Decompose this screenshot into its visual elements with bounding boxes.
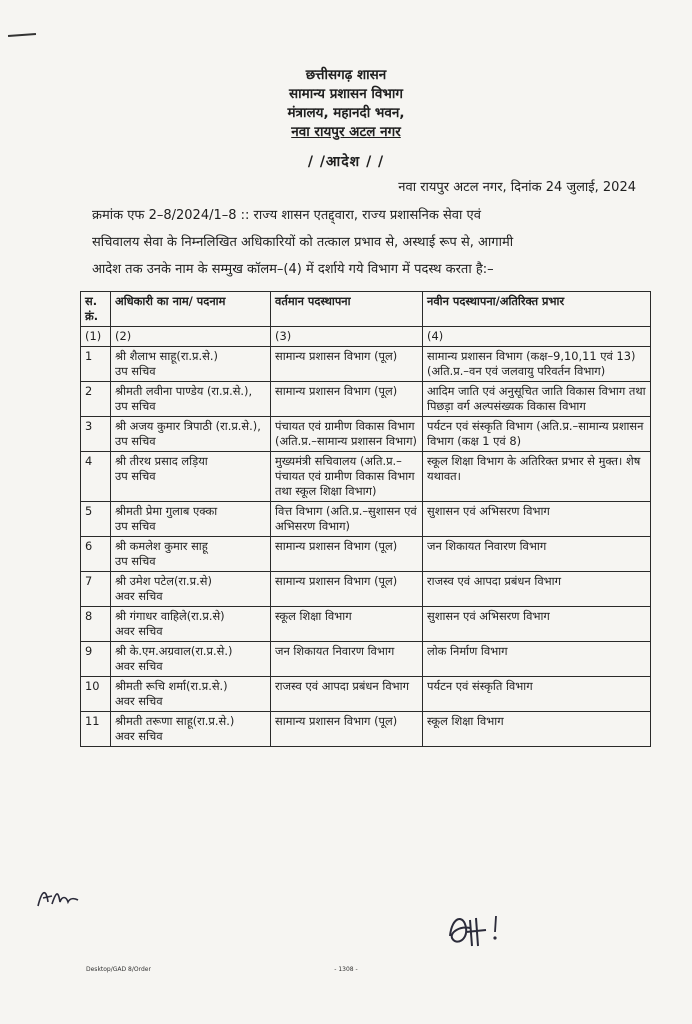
department-name: सामान्य प्रशासन विभाग	[289, 86, 403, 102]
serial-number: 5	[85, 504, 93, 518]
cell-officer	[111, 417, 271, 452]
cell-sno	[81, 452, 111, 502]
officer-name: श्री कमलेश कुमार साहू	[115, 539, 208, 553]
cell-sno	[81, 347, 111, 382]
header-officer: अधिकारी का नाम/ पदनाम	[111, 292, 271, 327]
officer-designation: अवर सचिव	[115, 694, 163, 708]
cell-current-posting	[271, 382, 423, 417]
current-posting: सामान्य प्रशासन विभाग (पूल)	[275, 574, 398, 588]
cell-current-posting	[271, 452, 423, 502]
new-posting: पर्यटन एवं संस्कृति विभाग	[427, 679, 533, 693]
cell-current-posting	[271, 572, 423, 607]
cell-current-posting	[271, 712, 423, 747]
cell-officer	[111, 677, 271, 712]
new-posting: सुशासन एवं अभिसरण विभाग	[427, 504, 550, 518]
officer-designation: उप सचिव	[115, 364, 156, 378]
cell-current-posting	[271, 642, 423, 677]
cell-new-posting	[423, 537, 651, 572]
cell-new-posting	[423, 347, 651, 382]
cell-sno	[81, 712, 111, 747]
para-line-1: क्रमांक एफ 2–8/2024/1–8 :: राज्य शासन एतद्द्वारा, राज्य प्रशासनिक सेवा एवं	[92, 208, 481, 223]
officer-designation: अवर सचिव	[115, 729, 163, 743]
postings-table	[80, 291, 651, 747]
current-posting: सामान्य प्रशासन विभाग (पूल)	[275, 539, 398, 553]
serial-number: 3	[85, 419, 93, 433]
officer-designation: उप सचिव	[115, 469, 156, 483]
cell-current-posting	[271, 502, 423, 537]
cell-current-posting	[271, 417, 423, 452]
new-posting: स्कूल शिक्षा विभाग	[427, 714, 504, 728]
officer-name: श्री अजय कुमार त्रिपाठी (रा.प्र.से.),	[115, 419, 261, 433]
cell-sno	[81, 417, 111, 452]
current-posting: पंचायत एवं ग्रामीण विकास विभाग (अति.प्र.–सामान्य प्रशासन विभाग)	[275, 419, 417, 448]
cell-new-posting	[423, 712, 651, 747]
cell-officer	[111, 607, 271, 642]
new-posting: लोक निर्माण विभाग	[427, 644, 508, 658]
para-line-2: सचिवालय सेवा के निम्नलिखित अधिकारियों को तत्काल प्रभाव से, अस्थाई रूप से, आगामी	[92, 235, 514, 250]
current-posting: मुख्यमंत्री सचिवालय (अति.प्र.–पंचायत एवं ग्रामीण विकास विभाग तथा स्कूल शिक्षा विभाग)	[275, 454, 415, 498]
cell-officer	[111, 502, 271, 537]
officer-name: श्रीमती तरूणा साहू(रा.प्र.से.)	[115, 714, 235, 728]
serial-number: 9	[85, 644, 93, 658]
new-posting: पर्यटन एवं संस्कृति विभाग (अति.प्र.–सामान्य प्रशासन विभाग (कक्ष 1 एवं 8)	[427, 419, 644, 448]
col-num-4: (4)	[423, 327, 651, 347]
cell-new-posting	[423, 677, 651, 712]
officer-name: श्री तीरथ प्रसाद लड़िया	[115, 454, 208, 468]
order-paragraph	[92, 202, 638, 283]
new-posting: जन शिकायत निवारण विभाग	[427, 539, 547, 553]
officer-designation: अवर सचिव	[115, 659, 163, 673]
cell-current-posting	[271, 677, 423, 712]
header-current-posting: वर्तमान पदस्थापना	[271, 292, 423, 327]
table-row	[81, 607, 651, 642]
current-posting: सामान्य प्रशासन विभाग (पूल)	[275, 349, 398, 363]
cell-sno	[81, 572, 111, 607]
cell-new-posting	[423, 382, 651, 417]
current-posting: सामान्य प्रशासन विभाग (पूल)	[275, 384, 398, 398]
table-row	[81, 572, 651, 607]
officer-name: श्री के.एम.अग्रवाल(रा.प्र.से.)	[115, 644, 233, 658]
officer-name: श्री गंगाधर वाहिले(रा.प्र.से)	[115, 609, 225, 623]
current-posting: वित्त विभाग (अति.प्र.–सुशासन एवं अभिसरण विभाग)	[275, 504, 417, 533]
cell-sno	[81, 642, 111, 677]
current-posting: राजस्व एवं आपदा प्रबंधन विभाग	[275, 679, 410, 693]
header-sno: स. क्रं.	[81, 292, 111, 327]
table-row	[81, 502, 651, 537]
serial-number: 2	[85, 384, 93, 398]
col-num-2: (2)	[111, 327, 271, 347]
cell-current-posting	[271, 347, 423, 382]
officer-designation: अवर सचिव	[115, 624, 163, 638]
table-header-row	[81, 292, 651, 327]
cell-sno	[81, 677, 111, 712]
officer-name: श्री शैलाभ साहू(रा.प्र.से.)	[115, 349, 218, 363]
column-number-row	[81, 327, 651, 347]
cell-current-posting	[271, 607, 423, 642]
new-posting: आदिम जाति एवं अनुसूचित जाति विकास विभाग तथा पिछड़ा वर्ग अल्पसंख्यक विकास विभाग	[427, 384, 646, 413]
serial-number: 10	[85, 679, 100, 693]
header-new-posting: नवीन पदस्थापना/अतिरिक्त प्रभार	[423, 292, 651, 327]
table-body	[81, 347, 651, 747]
serial-number: 7	[85, 574, 93, 588]
cell-sno	[81, 382, 111, 417]
cell-officer	[111, 572, 271, 607]
new-posting: राजस्व एवं आपदा प्रबंधन विभाग	[427, 574, 562, 588]
cell-current-posting	[271, 537, 423, 572]
initials-signature	[34, 882, 84, 912]
officer-name: श्री उमेश पटेल(रा.प्र.से)	[115, 574, 212, 588]
cell-sno	[81, 537, 111, 572]
cell-officer	[111, 642, 271, 677]
serial-number: 1	[85, 349, 93, 363]
file-path: Desktop/GAD 8/Order	[86, 966, 151, 973]
serial-number: 8	[85, 609, 93, 623]
table-row	[81, 537, 651, 572]
officer-name: श्रीमती रूचि शर्मा(रा.प्र.से.)	[115, 679, 228, 693]
new-posting: सुशासन एवं अभिसरण विभाग	[427, 609, 550, 623]
cell-sno	[81, 502, 111, 537]
new-posting: सामान्य प्रशासन विभाग (कक्ष–9,10,11 एवं 13) (अति.प्र.–वन एवं जलवायु परिवर्तन विभाग)	[427, 349, 636, 378]
officer-designation: उप सचिव	[115, 519, 156, 533]
table-row	[81, 347, 651, 382]
pen-mark	[8, 33, 36, 37]
cell-officer	[111, 382, 271, 417]
current-posting: स्कूल शिक्षा विभाग	[275, 609, 352, 623]
officer-designation: अवर सचिव	[115, 589, 163, 603]
officer-signature	[440, 906, 510, 952]
cell-new-posting	[423, 417, 651, 452]
page-number: - 1308 -	[334, 966, 358, 973]
cell-new-posting	[423, 452, 651, 502]
officer-designation: उप सचिव	[115, 554, 156, 568]
govt-name: छत्तीसगढ़ शासन	[305, 67, 387, 83]
serial-number: 4	[85, 454, 93, 468]
cell-new-posting	[423, 572, 651, 607]
col-num-1: (1)	[81, 327, 111, 347]
current-posting: सामान्य प्रशासन विभाग (पूल)	[275, 714, 398, 728]
officer-name: श्रीमती प्रेमा गुलाब एक्का	[115, 504, 218, 518]
table-row	[81, 677, 651, 712]
officer-designation: उप सचिव	[115, 399, 156, 413]
officer-designation: उप सचिव	[115, 434, 156, 448]
cell-officer	[111, 712, 271, 747]
officer-name: श्रीमती लवीना पाण्डेय (रा.प्र.से.),	[115, 384, 253, 398]
city-name: नवा रायपुर अटल नगर	[291, 124, 401, 140]
table-row	[81, 712, 651, 747]
cell-officer	[111, 537, 271, 572]
col-num-3: (3)	[271, 327, 423, 347]
cell-new-posting	[423, 502, 651, 537]
serial-number: 11	[85, 714, 100, 728]
table-row	[81, 452, 651, 502]
cell-new-posting	[423, 607, 651, 642]
dateline: नवा रायपुर अटल नगर, दिनांक 24 जुलाई, 2024	[398, 180, 636, 195]
serial-number: 6	[85, 539, 93, 553]
order-title: / /आदेश / /	[307, 154, 385, 170]
cell-officer	[111, 347, 271, 382]
para-line-3: आदेश तक उनके नाम के सम्मुख कॉलम–(4) में दर्शाये गये विभाग में पदस्थ करता है:–	[92, 262, 494, 277]
table-row	[81, 642, 651, 677]
cell-officer	[111, 452, 271, 502]
cell-sno	[81, 607, 111, 642]
new-posting: स्कूल शिक्षा विभाग के अतिरिक्त प्रभार से मुक्त। शेष यथावत।	[427, 454, 641, 483]
table-row	[81, 417, 651, 452]
building-name: मंत्रालय, महानदी भवन,	[287, 105, 405, 121]
current-posting: जन शिकायत निवारण विभाग	[275, 644, 395, 658]
letterhead	[0, 66, 692, 142]
cell-new-posting	[423, 642, 651, 677]
table-row	[81, 382, 651, 417]
